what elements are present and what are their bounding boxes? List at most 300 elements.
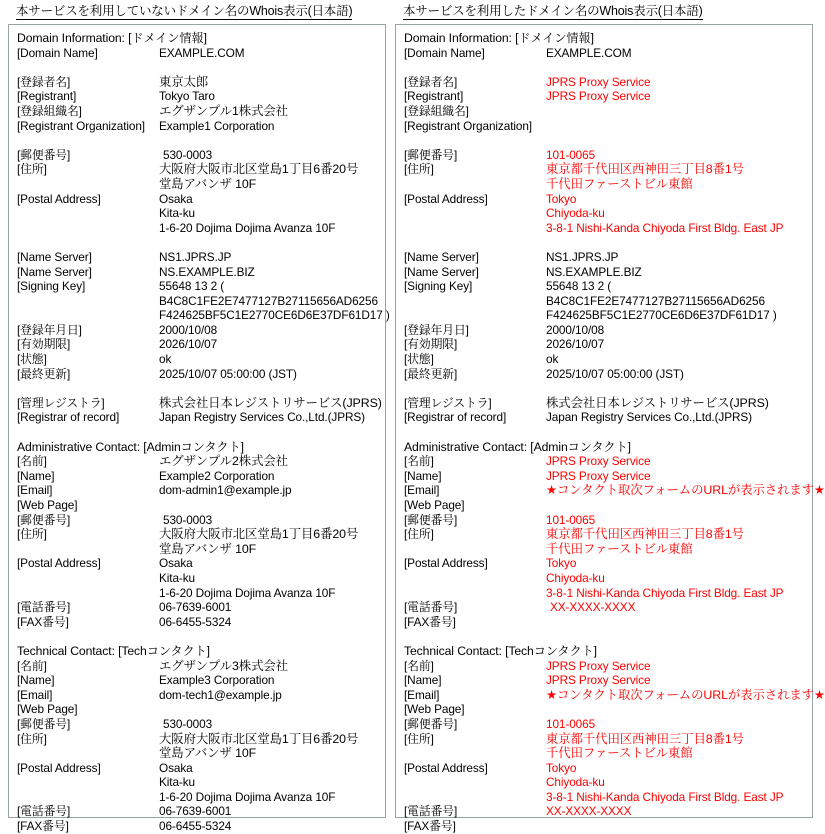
whois-field-value: Example2 Corporation (159, 468, 275, 483)
whois-field-label: [Registrant] (404, 89, 464, 104)
whois-field-row (404, 250, 806, 265)
whois-field-value (546, 119, 806, 134)
whois-blank-line (17, 133, 379, 148)
whois-field-value: 株式会社日本レジストリサービス(JPRS) (159, 395, 382, 410)
whois-field-value: ★コンタクト取次フォームのURLが表示されます★ (546, 687, 825, 702)
whois-field-value: 1-6-20 Dojima Dojima Avanza 10F (159, 789, 336, 804)
whois-field-value: ok (546, 352, 559, 367)
whois-field-label: [Email] (17, 687, 53, 702)
whois-field-row (404, 746, 806, 761)
whois-field-value (546, 702, 806, 717)
whois-field-label: [住所] (404, 527, 434, 542)
whois-field-label (404, 790, 546, 805)
whois-field-row (404, 337, 806, 352)
whois-field-label (17, 586, 159, 601)
whois-field-value: Example3 Corporation (159, 673, 275, 688)
whois-field-row (404, 279, 806, 294)
whois-field-value: 東京太郎 (159, 74, 209, 89)
whois-field-row (17, 586, 379, 601)
whois-field-row (404, 75, 806, 90)
whois-field-row (17, 221, 379, 236)
whois-field-value: JPRS Proxy Service (546, 658, 651, 673)
whois-field-value: 2026/10/07 (159, 337, 218, 352)
whois-blank-line (404, 629, 806, 644)
whois-field-row (17, 454, 379, 469)
whois-field-label: [Signing Key] (404, 279, 473, 294)
whois-field-row (404, 221, 806, 236)
whois-field-label (404, 177, 546, 192)
whois-field-row (17, 775, 379, 790)
whois-output-box-protected (395, 24, 825, 834)
whois-field-label: [Web Page] (17, 498, 78, 512)
whois-field-row (17, 615, 379, 630)
whois-section-heading-text: Domain Information: [ドメイン情報] (17, 31, 207, 45)
whois-field-label: [登録組織名] (17, 103, 82, 118)
whois-field-value: 千代田ファーストビル東館 (546, 541, 693, 556)
whois-field-label: [郵便番号] (404, 147, 458, 162)
whois-field-row (17, 367, 379, 382)
whois-field-label: [Postal Address] (17, 556, 101, 571)
whois-blank-line (404, 235, 806, 250)
whois-field-label: [有効期限] (404, 337, 458, 352)
whois-field-row (17, 571, 379, 586)
whois-field-label: [最終更新] (404, 366, 458, 381)
whois-blank-line (17, 381, 379, 396)
whois-field-label: [Name] (17, 673, 55, 688)
whois-field-label: [Name Server] (17, 264, 92, 279)
whois-field-value: Tokyo (546, 556, 577, 571)
whois-field-value: Japan Registry Services Co.,Ltd.(JPRS) (546, 410, 752, 425)
whois-field-label (404, 571, 546, 586)
whois-field-value: Chiyoda-ku (546, 206, 605, 221)
whois-field-value: 3-8-1 Nishi-Kanda Chiyoda First Bldg. East JP (546, 585, 784, 600)
whois-field-row (17, 279, 379, 294)
whois-field-label: [電話番号] (17, 804, 71, 819)
whois-field-label: [登録年月日] (17, 322, 82, 337)
whois-field-row (404, 410, 806, 425)
whois-field-value (546, 819, 806, 834)
whois-field-row (17, 819, 379, 834)
whois-field-value: 101-0065 (546, 147, 596, 162)
whois-field-value: JPRS Proxy Service (546, 468, 651, 483)
whois-field-value: Example1 Corporation (159, 118, 275, 133)
whois-field-value: NS.EXAMPLE.BIZ (546, 264, 642, 279)
whois-blank-line (404, 60, 806, 75)
whois-field-row (17, 410, 379, 425)
whois-field-label: [名前] (17, 454, 47, 469)
whois-blank-line (17, 425, 379, 440)
whois-field-row (17, 148, 379, 163)
whois-field-row (17, 702, 379, 717)
whois-field-value: 530-0003 (163, 512, 213, 527)
whois-field-row (17, 556, 379, 571)
whois-field-value: B4C8C1FE2E7477127B27115656AD6256 (159, 293, 378, 308)
whois-field-value: Osaka (159, 556, 193, 571)
whois-field-value: F424625BF5C1E2770CE6D6E37DF61D17 ) (546, 308, 777, 323)
whois-field-value: エグザンプル3株式会社 (159, 658, 288, 673)
whois-field-value: 101-0065 (546, 512, 596, 527)
whois-field-row (17, 206, 379, 221)
whois-field-label (17, 308, 159, 323)
whois-panel-protected (395, 0, 825, 834)
whois-field-value: Chiyoda-ku (546, 775, 605, 790)
whois-field-row (17, 673, 379, 688)
whois-field-row (404, 717, 806, 732)
whois-field-label: [Registrant Organization] (404, 118, 532, 133)
whois-field-value (159, 498, 379, 513)
whois-field-row (17, 177, 379, 192)
whois-field-value: 2026/10/07 (546, 337, 605, 352)
whois-field-row (17, 104, 379, 119)
whois-field-row (404, 571, 806, 586)
whois-field-label: [名前] (404, 454, 434, 469)
whois-field-value: 大阪府大阪市北区堂島1丁目6番20号 (159, 731, 359, 746)
whois-field-row (404, 804, 806, 819)
whois-field-row (17, 46, 379, 61)
whois-field-label: [Web Page] (17, 702, 78, 717)
whois-field-label (404, 221, 546, 236)
whois-field-value: EXAMPLE.COM (546, 45, 632, 60)
whois-field-row (17, 75, 379, 90)
whois-field-value: B4C8C1FE2E7477127B27115656AD6256 (546, 293, 765, 308)
whois-field-row (404, 352, 806, 367)
whois-field-value: 堂島アバンザ 10F (159, 746, 257, 761)
whois-field-label: [Domain Name] (404, 45, 485, 60)
whois-section-heading (17, 440, 379, 455)
whois-field-label: [Name] (404, 468, 442, 483)
whois-field-label: [住所] (17, 731, 47, 746)
whois-field-value (159, 702, 379, 717)
whois-field-value: Tokyo (546, 760, 577, 775)
whois-field-label: [Postal Address] (17, 760, 101, 775)
whois-field-value: 06-7639-6001 (159, 804, 232, 819)
whois-field-label: [FAX番号] (17, 819, 69, 834)
whois-field-label (404, 586, 546, 601)
whois-section-heading (17, 31, 379, 46)
whois-field-row (404, 483, 825, 498)
whois-field-value: XX-XXXX-XXXX (550, 600, 636, 615)
whois-field-label (404, 206, 546, 221)
whois-field-label (17, 571, 159, 586)
whois-field-label (404, 775, 546, 790)
panel-title-text: 本サービスを利用したドメイン名のWhois表示(日本語) (403, 4, 703, 18)
whois-panel-unprotected (8, 0, 390, 834)
panel-title-unprotected (8, 0, 386, 24)
whois-field-row (17, 337, 379, 352)
whois-field-label: [郵便番号] (17, 147, 71, 162)
whois-field-label (17, 775, 159, 790)
whois-field-row (404, 177, 806, 192)
whois-field-row (17, 294, 379, 309)
whois-blank-line (404, 381, 806, 396)
whois-field-label (17, 294, 159, 309)
whois-field-row (404, 469, 806, 484)
whois-field-row (17, 250, 379, 265)
whois-field-value: Japan Registry Services Co.,Ltd.(JPRS) (159, 410, 365, 425)
whois-field-label: [状態] (17, 352, 47, 367)
whois-field-value: 55648 13 2 ( (546, 279, 612, 294)
whois-field-row (404, 659, 806, 674)
whois-field-row (17, 498, 379, 513)
whois-field-row (17, 804, 379, 819)
whois-field-label (17, 790, 159, 805)
whois-field-value: Kita-ku (159, 206, 196, 221)
whois-field-row (17, 395, 382, 411)
whois-field-label: [Name Server] (404, 264, 479, 279)
whois-field-value: NS1.JPRS.JP (546, 249, 619, 264)
whois-field-value: 2000/10/08 (546, 322, 605, 337)
whois-field-label (17, 746, 159, 761)
whois-field-value: 06-6455-5324 (159, 614, 232, 629)
whois-field-row (404, 498, 806, 513)
whois-field-label: [管理レジストラ] (17, 395, 105, 410)
whois-field-value: 東京都千代田区西神田三丁目8番1号 (546, 731, 744, 746)
whois-field-value: JPRS Proxy Service (546, 673, 651, 688)
whois-field-row (404, 513, 806, 528)
whois-field-row (404, 46, 806, 61)
whois-field-row (404, 323, 806, 338)
whois-field-value: 3-8-1 Nishi-Kanda Chiyoda First Bldg. East JP (546, 789, 784, 804)
whois-field-value: 3-8-1 Nishi-Kanda Chiyoda First Bldg. East JP (546, 220, 784, 235)
whois-field-label: [名前] (404, 658, 434, 673)
whois-field-label (404, 746, 546, 761)
whois-field-value: 大阪府大阪市北区堂島1丁目6番20号 (159, 162, 359, 177)
whois-field-label: [Postal Address] (404, 556, 488, 571)
whois-section-heading-text: Administrative Contact: [Adminコンタクト] (404, 439, 631, 454)
whois-field-value: dom-admin1@example.jp (159, 483, 292, 498)
whois-output-box-unprotected (8, 24, 390, 834)
whois-field-value: ★コンタクト取次フォームのURLが表示されます★ (546, 483, 825, 498)
whois-field-label: [Name Server] (17, 249, 92, 264)
whois-field-label: [Email] (404, 687, 440, 702)
whois-field-row (17, 600, 379, 615)
whois-field-label: [Name] (17, 468, 55, 483)
whois-field-row (404, 162, 806, 177)
whois-field-value: EXAMPLE.COM (159, 45, 245, 60)
whois-field-row (404, 119, 806, 134)
whois-field-row (404, 615, 806, 630)
whois-lines-protected (404, 31, 825, 834)
whois-field-value: 101-0065 (546, 716, 596, 731)
whois-field-row (404, 761, 806, 776)
whois-field-row (17, 513, 379, 528)
whois-field-row (404, 104, 806, 119)
whois-field-label (17, 221, 159, 236)
whois-field-row (17, 790, 379, 805)
whois-field-value: JPRS Proxy Service (546, 89, 651, 104)
whois-field-row (404, 396, 806, 411)
whois-field-value: 1-6-20 Dojima Dojima Avanza 10F (159, 220, 336, 235)
whois-field-row (17, 469, 379, 484)
whois-field-row (17, 659, 379, 674)
whois-field-label: [Signing Key] (17, 279, 86, 294)
whois-field-row (404, 600, 806, 615)
whois-field-row (404, 206, 806, 221)
whois-field-value: エグザンプル2株式会社 (159, 454, 288, 469)
whois-field-label: [Registrar of record] (17, 410, 120, 425)
whois-blank-line (404, 133, 806, 148)
whois-field-label: [郵便番号] (17, 716, 71, 731)
whois-field-row (17, 119, 379, 134)
whois-field-row (404, 586, 806, 601)
whois-field-row (17, 527, 379, 542)
whois-field-row (17, 323, 379, 338)
whois-field-row (17, 717, 379, 732)
whois-field-label: [Registrant Organization] (17, 118, 145, 133)
whois-field-value: 06-6455-5324 (159, 819, 232, 834)
whois-field-label: [名前] (17, 658, 47, 673)
whois-field-value: 東京都千代田区西神田三丁目8番1号 (546, 162, 744, 177)
whois-field-value: JPRS Proxy Service (546, 74, 651, 89)
whois-field-label: [Postal Address] (17, 191, 101, 206)
whois-field-row (17, 746, 379, 761)
whois-field-value: F424625BF5C1E2770CE6D6E37DF61D17 ) (159, 308, 390, 323)
whois-field-label: [状態] (404, 352, 434, 367)
whois-field-label (17, 206, 159, 221)
whois-field-value: Kita-ku (159, 570, 196, 585)
whois-blank-line (404, 425, 806, 440)
whois-field-row (404, 673, 806, 688)
whois-field-value: 2000/10/08 (159, 322, 218, 337)
panel-title-text: 本サービスを利用していないドメイン名のWhois表示(日本語) (16, 4, 353, 18)
whois-field-value: Tokyo (546, 191, 577, 206)
whois-field-row (404, 790, 806, 805)
whois-field-value: 千代田ファーストビル東館 (546, 746, 693, 761)
whois-field-label: [管理レジストラ] (404, 395, 492, 410)
whois-field-label: [Postal Address] (404, 760, 488, 775)
whois-field-row (404, 527, 806, 542)
whois-field-value: Tokyo Taro (159, 89, 215, 104)
whois-field-value: 06-7639-6001 (159, 600, 232, 615)
whois-field-value: 55648 13 2 ( (159, 279, 225, 294)
whois-field-row (17, 308, 390, 323)
whois-field-row (17, 162, 379, 177)
whois-field-value: 株式会社日本レジストリサービス(JPRS) (546, 395, 769, 410)
whois-field-label: [住所] (17, 527, 47, 542)
whois-field-row (17, 483, 379, 498)
whois-section-heading-text: Administrative Contact: [Adminコンタクト] (17, 439, 244, 454)
whois-field-label: [電話番号] (17, 600, 71, 615)
whois-field-row (404, 367, 806, 382)
whois-field-row (404, 732, 806, 747)
whois-field-value: エグザンプル1株式会社 (159, 103, 288, 118)
whois-field-label: [FAX番号] (404, 819, 456, 834)
whois-field-label: [Web Page] (404, 702, 465, 717)
whois-field-value: 堂島アバンザ 10F (159, 541, 257, 556)
whois-field-value: 東京都千代田区西神田三丁目8番1号 (546, 527, 744, 542)
whois-field-label: [Registrant] (17, 89, 77, 104)
whois-field-value: Osaka (159, 760, 193, 775)
whois-field-label: [郵便番号] (17, 512, 71, 527)
whois-field-value: Chiyoda-ku (546, 570, 605, 585)
whois-field-row (17, 688, 379, 703)
whois-section-heading-text: Technical Contact: [Techコンタクト] (404, 643, 597, 658)
whois-field-value: 大阪府大阪市北区堂島1丁目6番20号 (159, 527, 359, 542)
whois-field-value: dom-tech1@example.jp (159, 687, 282, 702)
whois-field-label: [電話番号] (404, 804, 458, 819)
whois-field-value: 530-0003 (163, 716, 213, 731)
whois-field-label (404, 542, 546, 557)
whois-field-label (17, 177, 159, 192)
whois-field-row (17, 761, 379, 776)
whois-section-heading (17, 644, 379, 659)
whois-blank-line (17, 60, 379, 75)
whois-field-label: [Registrar of record] (404, 410, 507, 425)
whois-field-label: [住所] (404, 731, 434, 746)
whois-field-row (404, 702, 806, 717)
whois-field-value: 2025/10/07 05:00:00 (JST) (546, 366, 684, 381)
whois-field-label: [登録者名] (404, 74, 458, 89)
whois-field-label: [Name Server] (404, 249, 479, 264)
whois-field-row (17, 89, 379, 104)
whois-field-value: NS1.JPRS.JP (159, 249, 232, 264)
whois-field-row (404, 148, 806, 163)
whois-field-row (404, 294, 806, 309)
whois-field-label (17, 542, 159, 557)
whois-field-value: XX-XXXX-XXXX (546, 804, 632, 819)
whois-blank-line (17, 235, 379, 250)
whois-field-label (404, 308, 546, 323)
whois-lines-unprotected (17, 31, 390, 834)
whois-field-label: [最終更新] (17, 366, 71, 381)
whois-section-heading (404, 644, 806, 659)
whois-field-value: Kita-ku (159, 775, 196, 790)
whois-field-label: [登録者名] (17, 74, 71, 89)
whois-section-heading-text: Domain Information: [ドメイン情報] (404, 31, 594, 45)
panel-title-protected (395, 0, 813, 24)
whois-field-row (17, 352, 379, 367)
whois-section-heading (404, 31, 806, 46)
whois-field-row (17, 542, 379, 557)
whois-field-value: JPRS Proxy Service (546, 454, 651, 469)
whois-field-row (17, 192, 379, 207)
whois-field-label: [登録年月日] (404, 322, 469, 337)
whois-field-label: [Web Page] (404, 498, 465, 512)
whois-field-label: [郵便番号] (404, 512, 458, 527)
whois-blank-line (17, 629, 379, 644)
whois-field-value: 530-0003 (163, 147, 213, 162)
whois-field-label: [住所] (17, 162, 47, 177)
whois-field-value: Osaka (159, 191, 193, 206)
whois-field-value: ok (159, 352, 172, 367)
whois-field-row (404, 775, 806, 790)
whois-field-row (404, 192, 806, 207)
whois-field-value (546, 498, 806, 513)
whois-field-row (404, 542, 806, 557)
whois-field-value: 堂島アバンザ 10F (159, 176, 257, 191)
whois-field-value: 2025/10/07 05:00:00 (JST) (159, 366, 297, 381)
whois-field-value (546, 104, 806, 119)
whois-field-row (17, 265, 379, 280)
whois-field-row (17, 732, 379, 747)
whois-section-heading-text: Technical Contact: [Techコンタクト] (17, 643, 210, 658)
whois-field-value (546, 615, 806, 630)
whois-field-row (404, 89, 806, 104)
whois-field-label (404, 294, 546, 309)
whois-field-label: [住所] (404, 162, 434, 177)
whois-field-label: [Email] (17, 483, 53, 498)
whois-section-heading (404, 440, 806, 455)
whois-field-row (404, 687, 825, 703)
whois-field-label: [電話番号] (404, 600, 458, 615)
whois-field-label: [Domain Name] (17, 45, 98, 60)
whois-field-label: [郵便番号] (404, 716, 458, 731)
whois-field-row (404, 308, 806, 323)
whois-field-label: [有効期限] (17, 337, 71, 352)
whois-field-label: [FAX番号] (404, 614, 456, 629)
whois-field-value: 千代田ファーストビル東館 (546, 176, 693, 191)
whois-field-label: [FAX番号] (17, 614, 69, 629)
